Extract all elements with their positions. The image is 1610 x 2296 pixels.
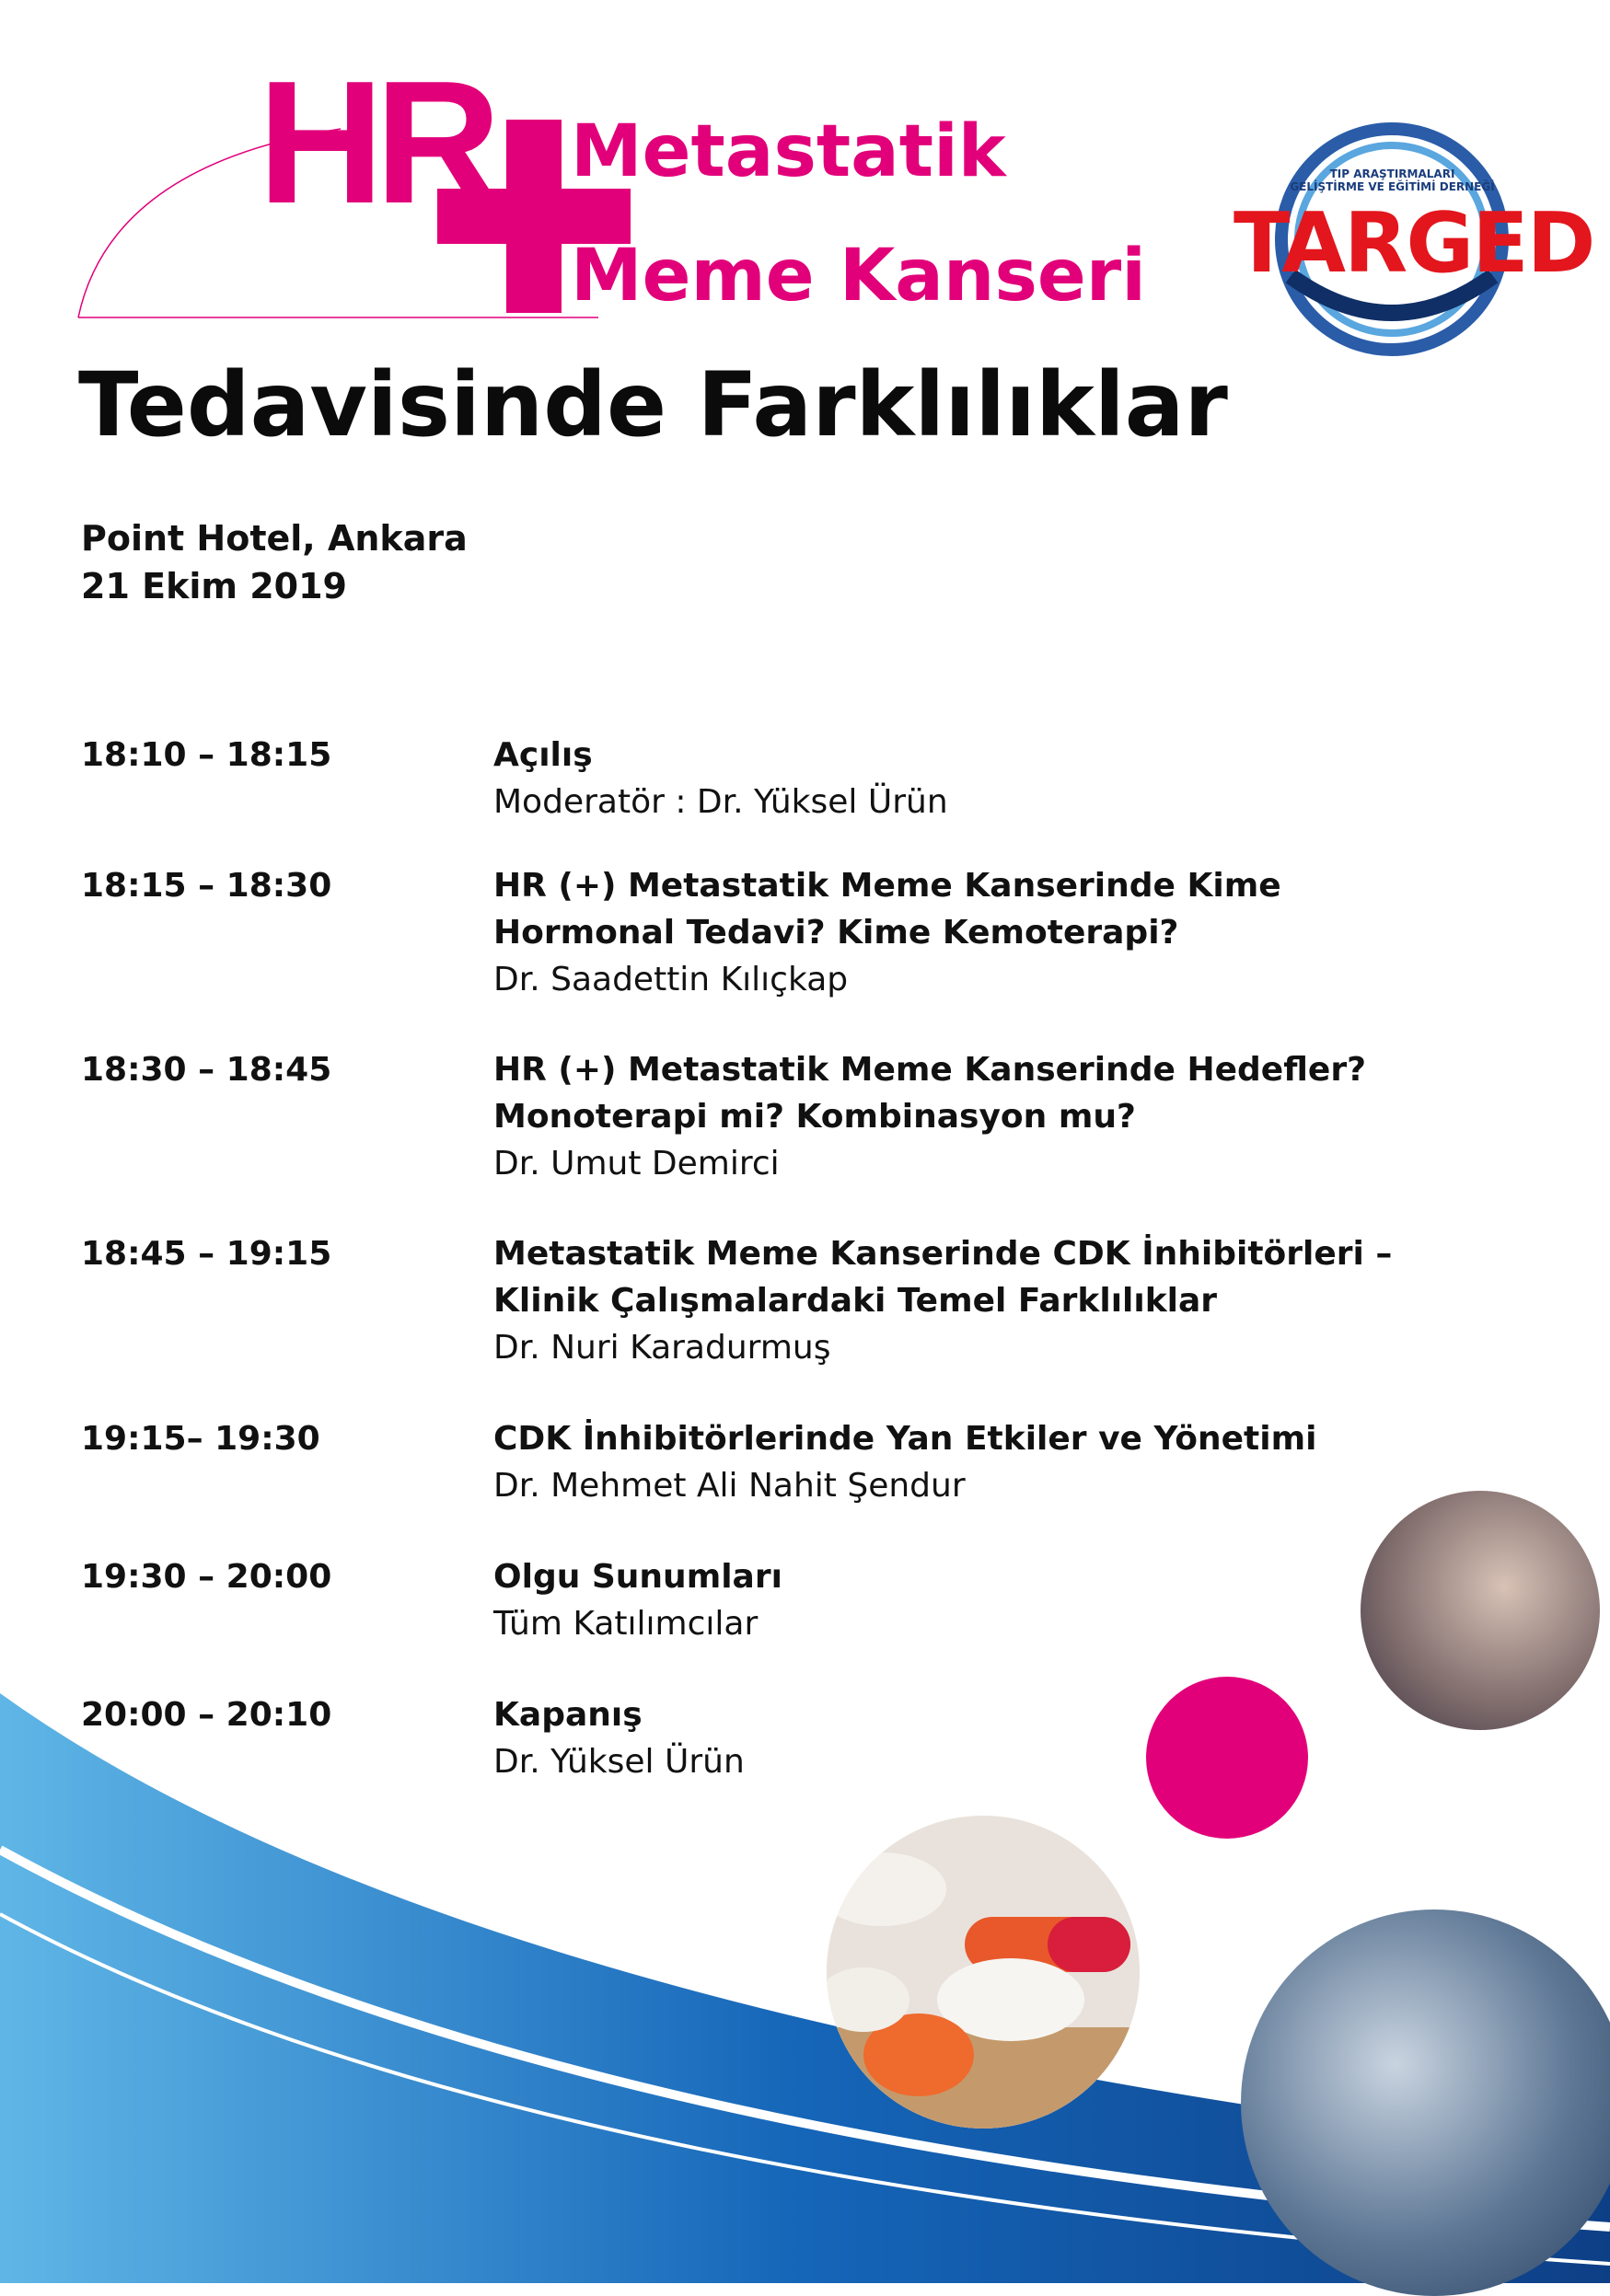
magenta-dot-decoration bbox=[1146, 1677, 1308, 1839]
agenda-title: Hormonal Tedavi? Kime Kemoterapi? bbox=[493, 914, 1179, 952]
agenda-title: Metastatik Meme Kanserinde CDK İnhibitörleri – bbox=[493, 1235, 1393, 1273]
org-name: TARGED bbox=[1234, 195, 1594, 292]
agenda-speaker: Dr. Mehmet Ali Nahit Şendur bbox=[493, 1467, 966, 1505]
agenda-topic bbox=[493, 862, 1460, 1003]
event-date: 21 Ekim 2019 bbox=[81, 566, 347, 606]
agenda-speaker: Dr. Saadettin Kılıçkap bbox=[493, 961, 849, 998]
pills-photo bbox=[827, 1816, 1140, 2129]
agenda-topic bbox=[493, 1553, 1460, 1647]
event-venue: Point Hotel, Ankara bbox=[81, 518, 468, 559]
agenda-topic bbox=[493, 732, 1460, 825]
agenda-topic bbox=[493, 1415, 1460, 1509]
hospital-iv-photo bbox=[1241, 1909, 1610, 2296]
agenda-title: Olgu Sunumları bbox=[493, 1558, 782, 1596]
agenda-title: HR (+) Metastatik Meme Kanserinde Kime bbox=[493, 867, 1281, 905]
org-subtitle: TIP ARAŞTIRMALARI GELİŞTİRME VE EĞİTİMİ DERNEĞİ bbox=[1290, 167, 1495, 193]
agenda-speaker: Dr. Nuri Karadurmuş bbox=[493, 1329, 831, 1367]
agenda-speaker: Tüm Katılımcılar bbox=[493, 1605, 759, 1643]
logo-line-1: Metastatik bbox=[571, 110, 1006, 193]
page-title: Tedavisinde Farklılıklar bbox=[78, 353, 1228, 456]
iv-drip-hand-photo bbox=[1361, 1491, 1600, 1730]
agenda-speaker: Moderatör : Dr. Yüksel Ürün bbox=[493, 783, 948, 821]
agenda-time: 18:45 – 19:15 bbox=[81, 1235, 332, 1273]
agenda-title: Açılış bbox=[493, 736, 593, 774]
agenda-topic bbox=[493, 1046, 1460, 1187]
agenda-time: 19:30 – 20:00 bbox=[81, 1558, 332, 1596]
agenda-topic bbox=[493, 1230, 1460, 1371]
agenda-time: 18:10 – 18:15 bbox=[81, 736, 332, 774]
agenda-title: HR (+) Metastatik Meme Kanserinde Hedefler? bbox=[493, 1051, 1366, 1089]
agenda-time: 18:30 – 18:45 bbox=[81, 1051, 332, 1089]
agenda-time: 19:15– 19:30 bbox=[81, 1420, 320, 1458]
agenda-speaker: Dr. Yüksel Ürün bbox=[493, 1743, 745, 1781]
logo-line-2: Meme Kanseri bbox=[571, 235, 1146, 317]
agenda-title: Monoterapi mi? Kombinasyon mu? bbox=[493, 1098, 1136, 1136]
agenda-title: Kapanış bbox=[493, 1696, 643, 1734]
agenda-time: 18:15 – 18:30 bbox=[81, 867, 332, 905]
agenda-speaker: Dr. Umut Demirci bbox=[493, 1145, 780, 1183]
logo-hr-letters: HR bbox=[258, 45, 492, 240]
event-logo bbox=[74, 45, 1146, 331]
agenda-time: 20:00 – 20:10 bbox=[81, 1696, 332, 1734]
agenda-title: CDK İnhibitörlerinde Yan Etkiler ve Yönetimi bbox=[493, 1420, 1317, 1458]
agenda-title: Klinik Çalışmalardaki Temel Farklılıklar bbox=[493, 1282, 1218, 1320]
targed-logo bbox=[1234, 120, 1594, 359]
